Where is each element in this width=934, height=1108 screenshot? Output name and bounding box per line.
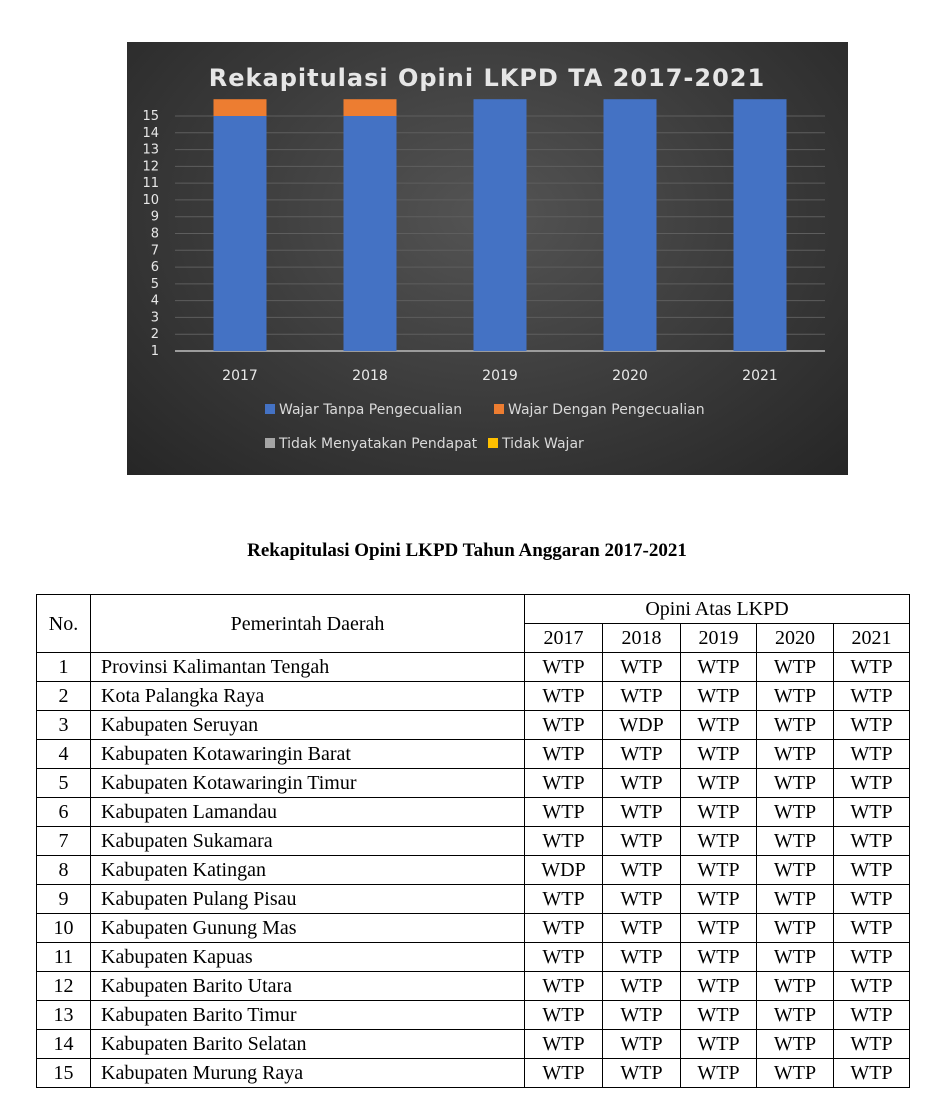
row-number: 15 xyxy=(37,1059,91,1088)
table-body xyxy=(37,653,910,1088)
y-tick-label: 13 xyxy=(142,142,159,158)
y-tick-label: 9 xyxy=(150,209,159,225)
opinion-cell: WTP xyxy=(757,1001,834,1030)
table-row xyxy=(37,885,910,914)
region-name: Kabupaten Barito Selatan xyxy=(91,1030,525,1059)
y-tick-label: 1 xyxy=(150,344,159,359)
opinion-cell: WTP xyxy=(834,827,910,856)
header-year: 2017 xyxy=(525,624,603,653)
table-row xyxy=(37,769,910,798)
opinion-cell: WTP xyxy=(525,1059,603,1088)
y-tick-label: 8 xyxy=(150,226,159,242)
row-number: 4 xyxy=(37,740,91,769)
opinion-cell: WTP xyxy=(757,1059,834,1088)
opinion-cell: WTP xyxy=(757,769,834,798)
opinion-cell: WTP xyxy=(834,682,910,711)
row-number: 7 xyxy=(37,827,91,856)
opinion-cell: WTP xyxy=(757,1030,834,1059)
bar-segment xyxy=(734,99,787,351)
opinion-cell: WTP xyxy=(681,798,757,827)
stacked-bar-chart xyxy=(127,42,848,475)
header-year: 2018 xyxy=(603,624,681,653)
opinion-cell: WTP xyxy=(834,943,910,972)
legend-label: Wajar Tanpa Pengecualian xyxy=(279,402,463,418)
opinion-cell: WTP xyxy=(603,827,681,856)
row-number: 3 xyxy=(37,711,91,740)
opinion-cell: WTP xyxy=(603,1059,681,1088)
row-number: 12 xyxy=(37,972,91,1001)
opinion-cell: WTP xyxy=(603,653,681,682)
opinion-cell: WTP xyxy=(834,1030,910,1059)
opinion-cell: WTP xyxy=(757,885,834,914)
opinion-cell: WTP xyxy=(757,827,834,856)
header-region: Pemerintah Daerah xyxy=(91,595,525,653)
opinion-cell: WTP xyxy=(681,682,757,711)
table-row xyxy=(37,1059,910,1088)
y-tick-label: 12 xyxy=(142,159,159,175)
region-name: Kabupaten Kapuas xyxy=(91,943,525,972)
y-tick-label: 6 xyxy=(150,260,159,276)
opinion-cell: WTP xyxy=(603,682,681,711)
header-year: 2020 xyxy=(757,624,834,653)
opinion-cell: WTP xyxy=(681,856,757,885)
region-name: Kabupaten Gunung Mas xyxy=(91,914,525,943)
opinion-cell: WTP xyxy=(525,682,603,711)
opinion-cell: WTP xyxy=(525,943,603,972)
opinion-cell: WTP xyxy=(834,972,910,1001)
opinion-cell: WTP xyxy=(834,856,910,885)
opinion-cell: WTP xyxy=(603,1001,681,1030)
opinion-cell: WTP xyxy=(834,1059,910,1088)
opinion-cell: WTP xyxy=(525,1030,603,1059)
row-number: 9 xyxy=(37,885,91,914)
row-number: 6 xyxy=(37,798,91,827)
y-tick-label: 14 xyxy=(142,125,159,141)
header-no: No. xyxy=(37,595,91,653)
bar-segment xyxy=(344,116,397,351)
opinion-cell: WTP xyxy=(525,711,603,740)
opinion-cell: WTP xyxy=(681,769,757,798)
table-row xyxy=(37,1030,910,1059)
chart-legend xyxy=(265,402,705,452)
opinion-cell: WTP xyxy=(834,653,910,682)
header-opinion-group: Opini Atas LKPD xyxy=(525,595,910,624)
x-tick-label: 2021 xyxy=(742,368,778,384)
table-row xyxy=(37,943,910,972)
region-name: Kota Palangka Raya xyxy=(91,682,525,711)
header-year: 2021 xyxy=(834,624,910,653)
header-year: 2019 xyxy=(681,624,757,653)
region-name: Kabupaten Pulang Pisau xyxy=(91,885,525,914)
table-row xyxy=(37,682,910,711)
opinion-cell: WTP xyxy=(525,972,603,1001)
table-header-row xyxy=(37,595,910,624)
table-title: Rekapitulasi Opini LKPD Tahun Anggaran 2017-2021 xyxy=(247,540,687,561)
region-name: Kabupaten Lamandau xyxy=(91,798,525,827)
opinion-cell: WTP xyxy=(525,827,603,856)
opinion-cell: WDP xyxy=(525,856,603,885)
opinion-cell: WTP xyxy=(834,798,910,827)
x-axis xyxy=(222,368,778,384)
row-number: 2 xyxy=(37,682,91,711)
row-number: 10 xyxy=(37,914,91,943)
opinion-cell: WTP xyxy=(525,914,603,943)
opinion-cell: WTP xyxy=(681,914,757,943)
opinion-cell: WTP xyxy=(757,914,834,943)
opinion-cell: WTP xyxy=(757,972,834,1001)
opinion-cell: WTP xyxy=(681,885,757,914)
opinion-cell: WTP xyxy=(603,914,681,943)
opinion-cell: WTP xyxy=(525,740,603,769)
x-tick-label: 2018 xyxy=(352,368,388,384)
opinion-table xyxy=(36,594,910,1088)
row-number: 5 xyxy=(37,769,91,798)
opinion-cell: WTP xyxy=(603,740,681,769)
legend-label: Tidak Wajar xyxy=(502,436,584,452)
table-row xyxy=(37,827,910,856)
legend-swatch xyxy=(488,438,498,448)
opinion-cell: WTP xyxy=(681,943,757,972)
table-row xyxy=(37,856,910,885)
region-name: Kabupaten Kotawaringin Timur xyxy=(91,769,525,798)
opinion-cell: WTP xyxy=(757,740,834,769)
region-name: Provinsi Kalimantan Tengah xyxy=(91,653,525,682)
row-number: 1 xyxy=(37,653,91,682)
chart-bars xyxy=(214,99,787,351)
opinion-cell: WTP xyxy=(834,885,910,914)
opinion-cell: WTP xyxy=(834,740,910,769)
opinion-cell: WTP xyxy=(603,769,681,798)
opinion-cell: WTP xyxy=(681,1059,757,1088)
opinion-cell: WTP xyxy=(525,653,603,682)
opinion-cell: WTP xyxy=(681,653,757,682)
y-tick-label: 15 xyxy=(142,109,159,124)
table-row xyxy=(37,972,910,1001)
table-row xyxy=(37,1001,910,1030)
x-tick-label: 2019 xyxy=(482,368,518,384)
y-tick-label: 4 xyxy=(150,293,159,309)
legend-label: Tidak Menyatakan Pendapat xyxy=(279,436,478,452)
opinion-cell: WTP xyxy=(681,711,757,740)
legend-label: Wajar Dengan Pengecualian xyxy=(508,402,705,418)
y-axis xyxy=(142,109,159,359)
bar-segment xyxy=(604,99,657,351)
bar-segment xyxy=(214,116,267,351)
y-tick-label: 2 xyxy=(150,327,159,343)
opinion-cell: WTP xyxy=(603,943,681,972)
opinion-cell: WTP xyxy=(681,972,757,1001)
chart-title: Rekapitulasi Opini LKPD TA 2017-2021 xyxy=(208,64,766,92)
opinion-cell: WTP xyxy=(525,798,603,827)
legend-swatch xyxy=(265,438,275,448)
region-name: Kabupaten Kotawaringin Barat xyxy=(91,740,525,769)
opinion-cell: WTP xyxy=(525,769,603,798)
opinion-cell: WTP xyxy=(681,827,757,856)
opinion-cell: WTP xyxy=(603,798,681,827)
opinion-cell: WTP xyxy=(681,740,757,769)
opinion-cell: WDP xyxy=(603,711,681,740)
bar-segment xyxy=(474,99,527,351)
opinion-cell: WTP xyxy=(603,856,681,885)
row-number: 13 xyxy=(37,1001,91,1030)
legend-swatch xyxy=(265,404,275,414)
opinion-cell: WTP xyxy=(757,798,834,827)
region-name: Kabupaten Murung Raya xyxy=(91,1059,525,1088)
region-name: Kabupaten Katingan xyxy=(91,856,525,885)
y-tick-label: 7 xyxy=(150,243,159,259)
opinion-cell: WTP xyxy=(681,1030,757,1059)
opinion-cell: WTP xyxy=(525,1001,603,1030)
x-tick-label: 2020 xyxy=(612,368,648,384)
x-tick-label: 2017 xyxy=(222,368,258,384)
region-name: Kabupaten Barito Timur xyxy=(91,1001,525,1030)
region-name: Kabupaten Sukamara xyxy=(91,827,525,856)
region-name: Kabupaten Barito Utara xyxy=(91,972,525,1001)
opinion-cell: WTP xyxy=(834,1001,910,1030)
row-number: 8 xyxy=(37,856,91,885)
table-row xyxy=(37,653,910,682)
row-number: 14 xyxy=(37,1030,91,1059)
y-tick-label: 5 xyxy=(150,276,159,292)
opinion-cell: WTP xyxy=(603,885,681,914)
opinion-cell: WTP xyxy=(757,943,834,972)
opinion-cell: WTP xyxy=(757,711,834,740)
opinion-cell: WTP xyxy=(834,769,910,798)
y-tick-label: 10 xyxy=(142,192,159,208)
table-row xyxy=(37,798,910,827)
opinion-cell: WTP xyxy=(525,885,603,914)
opinion-cell: WTP xyxy=(757,682,834,711)
opinion-cell: WTP xyxy=(834,914,910,943)
legend-swatch xyxy=(494,404,504,414)
opinion-cell: WTP xyxy=(834,711,910,740)
region-name: Kabupaten Seruyan xyxy=(91,711,525,740)
opinion-cell: WTP xyxy=(603,1030,681,1059)
opinion-cell: WTP xyxy=(603,972,681,1001)
table-row xyxy=(37,740,910,769)
row-number: 11 xyxy=(37,943,91,972)
table-row xyxy=(37,914,910,943)
bar-segment xyxy=(214,99,267,116)
opinion-cell: WTP xyxy=(681,1001,757,1030)
opinion-cell: WTP xyxy=(757,856,834,885)
y-tick-label: 11 xyxy=(142,176,159,192)
table-row xyxy=(37,711,910,740)
chart-panel xyxy=(127,42,848,475)
y-tick-label: 3 xyxy=(150,310,159,326)
bar-segment xyxy=(344,99,397,116)
opinion-cell: WTP xyxy=(757,653,834,682)
